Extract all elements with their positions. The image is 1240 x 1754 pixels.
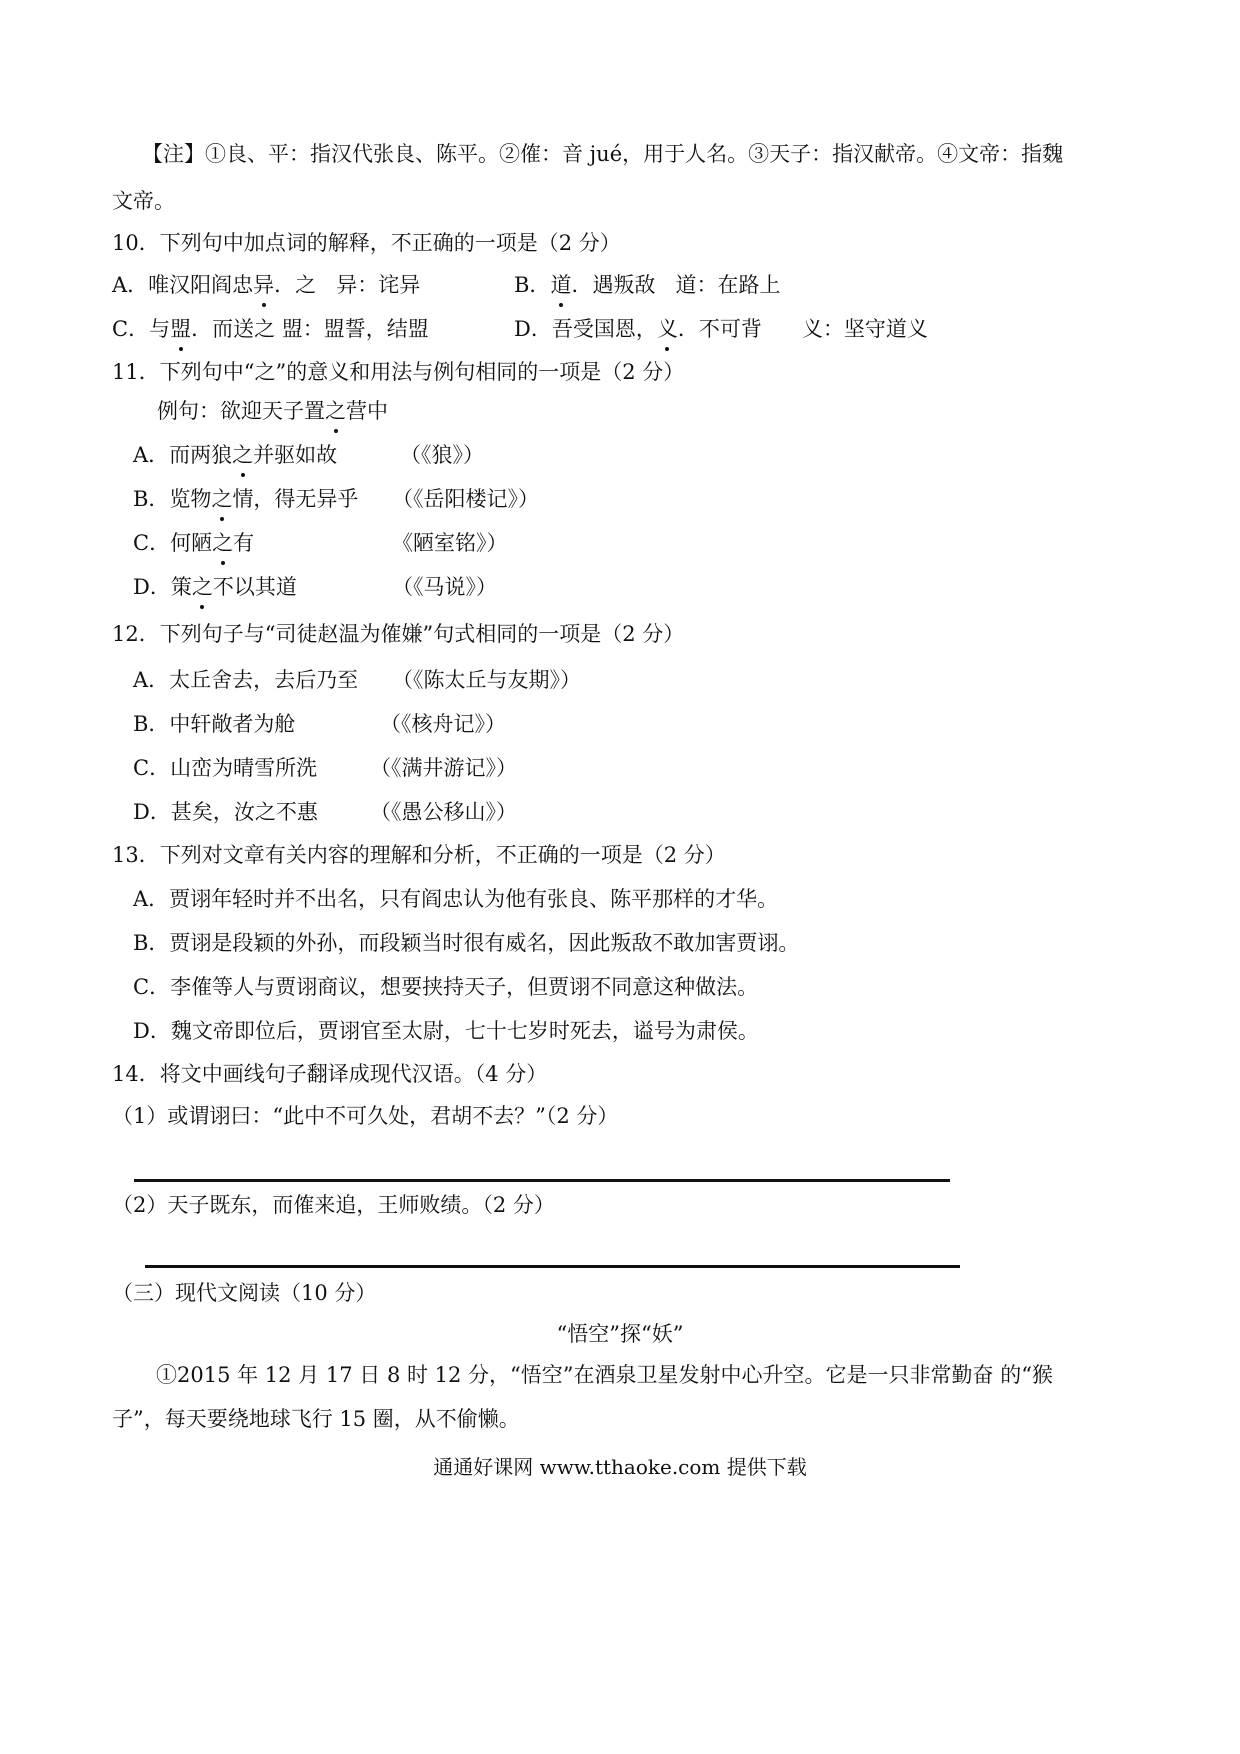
note-line-2: 文帝。 [112, 189, 175, 213]
q14-part-2: （2）天子既东，而傕来追，王师败绩。（2 分） [112, 1193, 555, 1217]
q11-d-dotted-word: 之 [192, 572, 213, 602]
q11-option-b [133, 484, 358, 514]
note-line-1: 【注】①良、平：指汉代张良、陈平。②傕：音 jué，用于人名。③天子：指汉献帝。④文帝：指魏 [142, 142, 1064, 166]
q12-b-source: （《核舟记》） [380, 712, 506, 736]
q11-b-dotted-word: 之 [211, 484, 232, 514]
q10-option-c: C．与盟．而送之 盟：盟誓，结盟 [112, 314, 429, 344]
q12-c-source: （《满井游记》） [370, 756, 517, 780]
q11-option-c [133, 528, 254, 558]
q14-stem: 14．将文中画线句子翻译成现代汉语。（4 分） [112, 1062, 548, 1086]
article-title: “悟空”探“妖” [556, 1322, 684, 1346]
q13-option-b: B．贾诩是段颖的外孙，而段颖当时很有威名，因此叛敌不敢加害贾诩。 [133, 931, 800, 955]
q10-b-dotted-word: 道 [550, 270, 571, 300]
q10-option-b: B．道．遇叛敌 道：在路上 [514, 270, 780, 300]
q10-b-post: 遇叛敌 [592, 273, 656, 297]
q12-stem: 12．下列句子与“司徒赵温为傕嫌”句式相同的一项是（2 分） [112, 622, 685, 646]
q11-example-dotted-word: 之 [325, 396, 346, 426]
q11-b-post: 情，得无异乎 [232, 487, 359, 511]
q14-part-1: （1）或谓诩曰：“此中不可久处，君胡不去？”（2 分） [112, 1104, 619, 1128]
q11-d-post: 不以其道 [212, 575, 297, 599]
q10-a-gloss: 异：诧异 [336, 273, 421, 297]
q10-stem: 10．下列句中加点词的解释，不正确的一项是（2 分） [112, 231, 621, 255]
q10-d-dotted-word: 义 [657, 314, 678, 344]
q11-a-post: 并驱如故 [253, 443, 338, 467]
q10-option-a: A．唯汉阳阎忠异．之 异：诧异 [112, 270, 420, 300]
q11-c-source: 《陋室铭》） [392, 531, 508, 555]
q12-option-b: B．中轩敞者为舱 [133, 712, 296, 736]
q10-c-gloss: 盟：盟誓，结盟 [281, 317, 429, 341]
q11-d-pre: D．策 [133, 575, 192, 599]
q11-c-post: 有 [233, 531, 255, 555]
q11-a-source: （《狼》） [400, 443, 484, 467]
q11-d-source: （《马说》） [392, 575, 497, 599]
q10-d-post: 不可背 [698, 317, 762, 341]
q11-b-pre: B．览物 [133, 487, 212, 511]
q10-a-post: 之 [295, 273, 317, 297]
q10-b-pre: B． [514, 273, 551, 297]
q11-a-pre: A．而两狼 [133, 443, 233, 467]
page-footer: 通通好课网 www.tthaoke.com 提供下载 [433, 1455, 807, 1479]
q10-c-dotted-word: 盟 [170, 314, 191, 344]
q10-a-pre: A．唯汉阳阎忠 [112, 273, 254, 297]
paragraph-1-line-1: ①2015 年 12 月 17 日 8 时 12 分，“悟空”在酒泉卫星发射中心升空。它是一只非常勤奋 的“猴 [156, 1363, 1053, 1387]
q12-a-source: （《陈太丘与友期》） [392, 668, 581, 692]
q11-stem: 11．下列句中“之”的意义和用法与例句相同的一项是（2 分） [112, 360, 685, 384]
q11-example [157, 396, 388, 426]
q12-option-c: C．山峦为晴雪所洗 [133, 756, 318, 780]
q10-d-gloss: 义：坚守道义 [801, 317, 928, 341]
q11-option-a [133, 440, 337, 470]
q14-answer-line-1[interactable] [134, 1179, 950, 1182]
q11-c-pre: C．何陋 [133, 531, 213, 555]
q13-option-a: A．贾诩年轻时并不出名，只有阎忠认为他有张良、陈平那样的才华。 [133, 887, 779, 911]
q13-stem: 13．下列对文章有关内容的理解和分析，不正确的一项是（2 分） [112, 843, 726, 867]
q12-option-d: D．甚矣，汝之不惠 [133, 800, 318, 824]
q10-b-gloss: 道：在路上 [675, 273, 781, 297]
q14-answer-line-2[interactable] [145, 1265, 960, 1268]
q11-example-pre: 例句：欲迎天子置 [157, 399, 325, 423]
q10-d-pre: D．吾受国恩， [514, 317, 657, 341]
q11-option-d [133, 572, 297, 602]
q13-option-d: D．魏文帝即位后，贾诩官至太尉，七十七岁时死去，谥号为肃侯。 [133, 1019, 759, 1043]
q13-option-c: C．李傕等人与贾诩商议，想要挟持天子，但贾诩不同意这种做法。 [133, 975, 759, 999]
q10-c-post: 而送之 [212, 317, 276, 341]
q11-b-source: （《岳阳楼记》） [392, 487, 539, 511]
q11-example-post: 营中 [346, 399, 388, 423]
paragraph-1-line-2: 子”，每天要绕地球飞行 15 圈，从不偷懒。 [112, 1407, 520, 1431]
q12-d-source: （《愚公移山》） [370, 800, 517, 824]
q10-a-dotted-word: 异 [253, 270, 274, 300]
q11-a-dotted-word: 之 [232, 440, 253, 470]
q11-c-dotted-word: 之 [212, 528, 233, 558]
q10-option-d: D．吾受国恩，义．不可背 义：坚守道义 [514, 314, 928, 344]
q12-option-a: A．太丘舍去，去后乃至 [133, 668, 359, 692]
section-heading: （三）现代文阅读（10 分） [112, 1281, 377, 1305]
q10-c-pre: C．与 [112, 317, 171, 341]
